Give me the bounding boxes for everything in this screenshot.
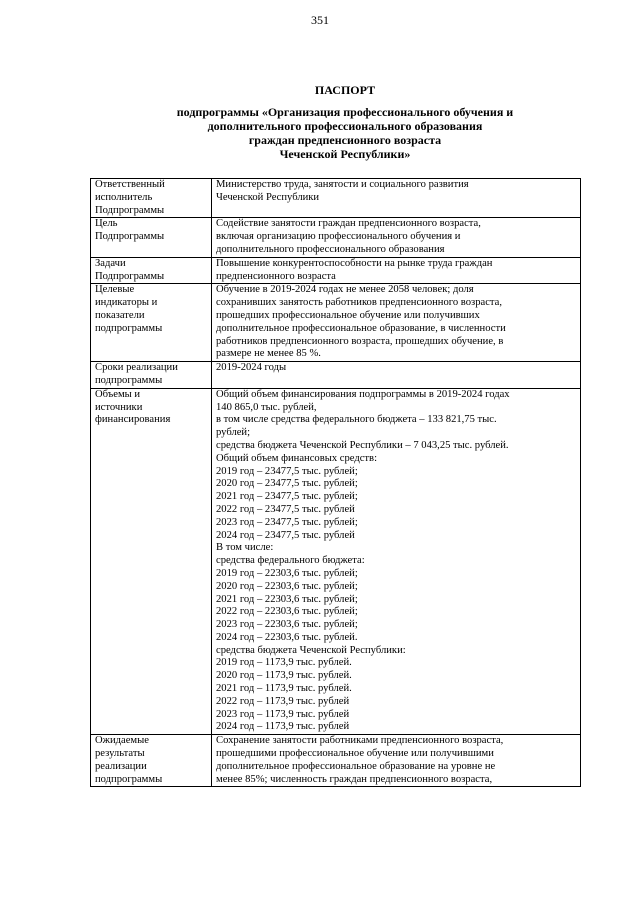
value-line: Обучение в 2019-2024 годах не менее 2058 человек; доля	[216, 284, 474, 296]
value-line: средства федерального бюджета:	[216, 555, 365, 567]
row-label: Ответственный исполнитель Подпрограммы	[91, 179, 212, 218]
row-label: Задачи Подпрограммы	[91, 257, 212, 284]
value-line: 2022 год – 22303,6 тыс. рублей;	[216, 606, 358, 618]
row-label: Цель Подпрограммы	[91, 218, 212, 257]
title-heading: ПАСПОРТ	[314, 83, 376, 97]
value-line: 2021 год – 22303,6 тыс. рублей;	[216, 593, 358, 605]
value-line: дополнительное профессиональное образование, в численности	[216, 322, 506, 334]
table-row	[91, 257, 581, 284]
row-value	[212, 388, 581, 735]
value-line: 2021 год – 1173,9 тыс. рублей.	[216, 683, 352, 695]
value-line: 140 865,0 тыс. рублей,	[216, 401, 317, 413]
value-line: Общий объем финансирования подпрограммы в 2019-2024 годах	[216, 388, 510, 400]
value-line: дополнительное профессиональное образование на уровне не	[216, 760, 496, 772]
table-row	[91, 735, 581, 787]
value-line: В том числе:	[216, 542, 274, 554]
value-line: 2023 год – 23477,5 тыс. рублей;	[216, 516, 358, 528]
value-line: 2023 год – 1173,9 тыс. рублей	[216, 708, 350, 720]
value-line: Сохранение занятости работниками предпенсионного возраста,	[216, 735, 504, 747]
document-title	[90, 83, 600, 161]
value-line: 2022 год – 23477,5 тыс. рублей	[216, 503, 355, 515]
value-line: Общий объем финансовых средств:	[216, 452, 378, 464]
value-line: 2021 год – 23477,5 тыс. рублей;	[216, 491, 358, 503]
table-row	[91, 218, 581, 257]
value-line: 2024 год – 23477,5 тыс. рублей	[216, 529, 355, 541]
row-value	[212, 362, 581, 389]
row-label: Объемы и источники финансирования	[91, 388, 212, 735]
value-line: 2019 год – 23477,5 тыс. рублей;	[216, 465, 358, 477]
value-line: менее 85%; численность граждан предпенсионного возраста,	[216, 773, 493, 785]
row-value	[212, 735, 581, 787]
value-line: 2020 год – 23477,5 тыс. рублей;	[216, 478, 358, 490]
value-line: размере не менее 85 %.	[216, 348, 321, 360]
row-label: Ожидаемые результаты реализации подпрограммы	[91, 735, 212, 787]
title-line: Чеченской Республики»	[279, 147, 411, 161]
value-line: 2019 год – 1173,9 тыс. рублей.	[216, 657, 352, 669]
table-row	[91, 284, 581, 362]
value-line: средства бюджета Чеченской Республики – 7 043,25 тыс. рублей.	[216, 439, 509, 451]
table-row	[91, 388, 581, 735]
value-line: сохранивших занятость работников предпенсионного возраста,	[216, 297, 503, 309]
table-row	[91, 362, 581, 389]
value-line: 2020 год – 1173,9 тыс. рублей.	[216, 670, 352, 682]
row-value	[212, 257, 581, 284]
row-value	[212, 284, 581, 362]
row-value	[212, 218, 581, 257]
passport-table	[90, 178, 581, 787]
value-line: 2020 год – 22303,6 тыс. рублей;	[216, 580, 358, 592]
value-line: прошедшими профессиональное обучение или получившими	[216, 748, 494, 760]
value-line: 2019-2024 годы	[216, 362, 287, 374]
row-label: Сроки реализации подпрограммы	[91, 362, 212, 389]
value-line: средства бюджета Чеченской Республики:	[216, 644, 406, 656]
value-line: Повышение конкурентоспособности на рынке труда граждан	[216, 257, 493, 269]
value-line: дополнительного профессионального образования	[216, 243, 445, 255]
value-line: 2024 год – 22303,6 тыс. рублей.	[216, 631, 358, 643]
table-row	[91, 179, 581, 218]
title-line: граждан предпенсионного возраста	[248, 133, 442, 147]
value-line: в том числе средства федерального бюджета – 133 821,75 тыс.	[216, 414, 497, 426]
value-line: Содействие занятости граждан предпенсионного возраста,	[216, 218, 481, 230]
value-line: 2019 год – 22303,6 тыс. рублей;	[216, 567, 358, 579]
value-line: рублей;	[216, 427, 251, 439]
value-line: 2024 год – 1173,9 тыс. рублей	[216, 721, 350, 733]
value-line: Министерство труда, занятости и социального развития	[216, 179, 469, 190]
value-line: включая организацию профессионального обучения и	[216, 231, 461, 243]
value-line: предпенсионного возраста	[216, 270, 336, 282]
title-line: подпрограммы «Организация профессионального обучения и	[176, 105, 514, 119]
row-value	[212, 179, 581, 218]
value-line: работников предпенсионного возраста, прошедших обучение, в	[216, 335, 504, 347]
page-number: 351	[311, 13, 329, 27]
value-line: Чеченской Республики	[216, 191, 320, 203]
value-line: прошедших профессиональное обучение или получивших	[216, 309, 480, 321]
value-line: 2022 год – 1173,9 тыс. рублей	[216, 695, 350, 707]
title-line: дополнительного профессионального образования	[207, 119, 483, 133]
value-line: 2023 год – 22303,6 тыс. рублей;	[216, 619, 358, 631]
passport-table-body	[91, 179, 581, 787]
row-label: Целевые индикаторы и показатели подпрограммы	[91, 284, 212, 362]
